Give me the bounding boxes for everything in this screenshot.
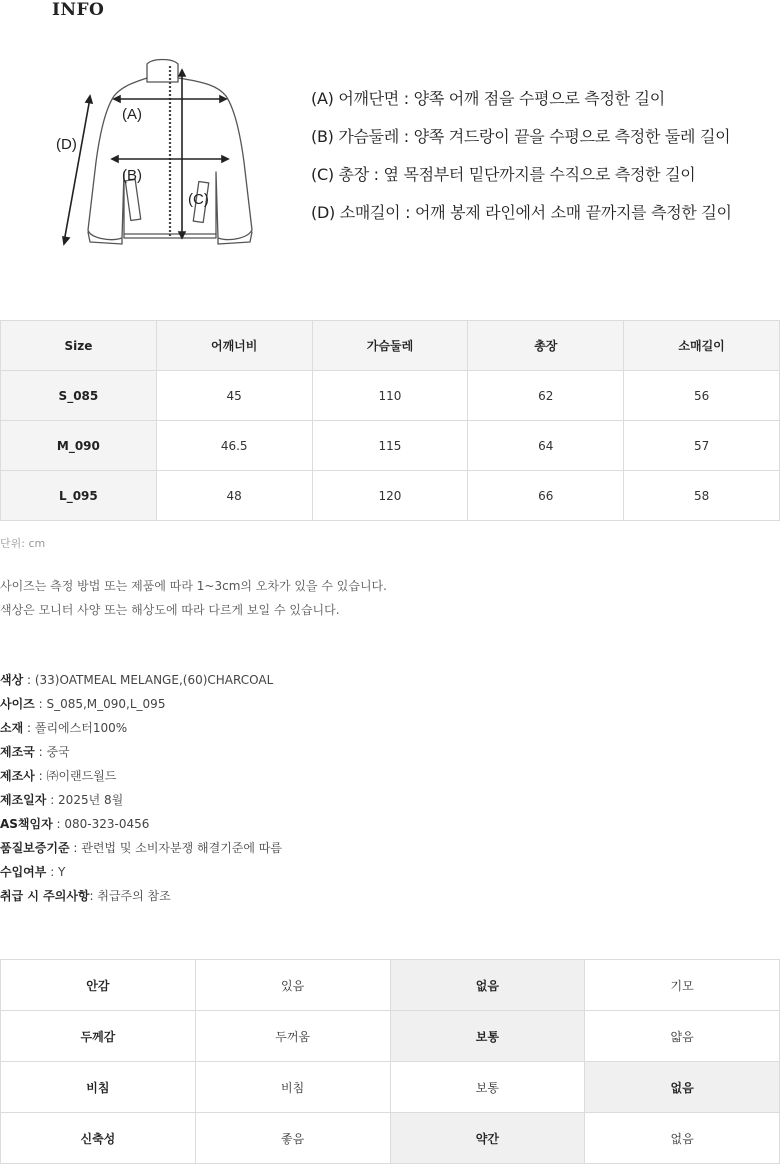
spec-row-date (0, 788, 282, 812)
size-cell: 62 (468, 371, 624, 421)
spec-value: 중국 (46, 745, 70, 759)
size-cell: 58 (624, 471, 780, 521)
size-cell: 64 (468, 421, 624, 471)
spec-value: ㈜이랜드월드 (46, 769, 117, 783)
spec-value: 080-323-0456 (64, 817, 150, 831)
spec-sep: : (34, 769, 47, 783)
arrow-d-head-bottom (63, 237, 69, 244)
spec-row-size (0, 692, 282, 716)
spec-sep: : (89, 889, 98, 903)
arrow-a-head-right (220, 96, 226, 102)
fabric-option-selected: 보통 (390, 1011, 585, 1062)
spec-label: 제조국 (0, 745, 35, 759)
size-header-cell: 총장 (468, 321, 624, 371)
size-header-cell: 어깨너비 (156, 321, 312, 371)
fabric-option: 있음 (195, 960, 390, 1011)
size-table-row (1, 421, 780, 471)
size-cell: S_085 (1, 371, 157, 421)
spec-sep: : (46, 865, 59, 879)
spec-label: 수입여부 (0, 865, 47, 879)
spec-row-manufacturer (0, 764, 282, 788)
size-cell: 57 (624, 421, 780, 471)
spec-row-as (0, 812, 282, 836)
size-table-row (1, 471, 780, 521)
product-specs (0, 668, 282, 908)
label-b: (B) (122, 167, 142, 184)
label-d: (D) (56, 136, 77, 153)
fabric-option-selected: 없음 (585, 1062, 780, 1113)
spec-sep: : (52, 817, 65, 831)
jacket-cuff-right (218, 232, 252, 244)
fabric-row (1, 1113, 780, 1164)
fabric-option: 보통 (390, 1062, 585, 1113)
fabric-property-table (0, 959, 780, 1164)
size-cell: M_090 (1, 421, 157, 471)
size-cell: L_095 (1, 471, 157, 521)
arrow-a-head-left (114, 96, 120, 102)
fabric-option: 얇음 (585, 1011, 780, 1062)
label-a: (A) (122, 106, 142, 123)
size-cell: 45 (156, 371, 312, 421)
unit-note: 단위: cm (0, 537, 46, 550)
spec-row-material (0, 716, 282, 740)
label-c: (C) (188, 191, 209, 208)
spec-row-color (0, 668, 282, 692)
size-table-header (1, 321, 780, 371)
fabric-row (1, 1062, 780, 1113)
jacket-cuff-left (88, 232, 122, 244)
legend-d: (D) 소매길이 : 어깨 봉제 라인에서 소매 끝까지를 측정한 길이 (311, 203, 732, 222)
spec-sep: : (34, 697, 47, 711)
size-notes (0, 574, 387, 622)
size-table-row (1, 371, 780, 421)
spec-sep: : (23, 721, 35, 735)
spec-value: (33)OATMEAL MELANGE,(60)CHARCOAL (34, 673, 274, 687)
fabric-option-selected: 약간 (390, 1113, 585, 1164)
arrow-d (64, 98, 90, 242)
size-cell: 120 (312, 471, 468, 521)
fabric-option-selected: 없음 (390, 960, 585, 1011)
spec-row-quality (0, 836, 282, 860)
jacket-collar (147, 60, 178, 83)
size-table (0, 320, 780, 521)
size-cell: 46.5 (156, 421, 312, 471)
legend-b: (B) 가슴둘레 : 양쪽 겨드랑이 끝을 수평으로 측정한 둘레 길이 (311, 127, 731, 146)
spec-label: 색상 (0, 673, 24, 687)
fabric-option: 좋음 (195, 1113, 390, 1164)
legend-a: (A) 어깨단면 : 양쪽 어깨 점을 수평으로 측정한 길이 (311, 89, 665, 108)
info-title: INFO (52, 0, 105, 20)
spec-label: 취급 시 주의사항 (0, 889, 90, 903)
spec-value: 폴리에스터100% (34, 721, 128, 735)
spec-row-import (0, 860, 282, 884)
spec-label: 소재 (0, 721, 24, 735)
spec-sep: : (69, 841, 82, 855)
size-cell: 56 (624, 371, 780, 421)
size-header-cell: 가슴둘레 (312, 321, 468, 371)
spec-value: S_085,M_090,L_095 (46, 697, 166, 711)
fabric-option: 기모 (585, 960, 780, 1011)
spec-label: 제조일자 (0, 793, 47, 807)
jacket-pocket-left (125, 179, 140, 220)
spec-label: 사이즈 (0, 697, 35, 711)
spec-sep: : (46, 793, 59, 807)
arrow-c-head-bottom (179, 232, 185, 238)
note-line: 색상은 모니터 사양 또는 해상도에 따라 다르게 보일 수 있습니다. (0, 603, 340, 617)
measurement-legend (311, 86, 732, 238)
spec-value: 2025년 8월 (58, 793, 124, 807)
arrow-b-head-right (222, 156, 228, 162)
arrow-d-head-top (86, 96, 92, 103)
size-cell: 110 (312, 371, 468, 421)
fabric-row (1, 1011, 780, 1062)
spec-label: 제조사 (0, 769, 35, 783)
fabric-label: 비침 (1, 1062, 196, 1113)
spec-sep: : (23, 673, 35, 687)
size-cell: 66 (468, 471, 624, 521)
fabric-label: 안감 (1, 960, 196, 1011)
fabric-option: 두꺼움 (195, 1011, 390, 1062)
legend-c: (C) 총장 : 옆 목점부터 밑단까지를 수직으로 측정한 길이 (311, 165, 696, 184)
size-header-cell: 소매길이 (624, 321, 780, 371)
fabric-label: 두께감 (1, 1011, 196, 1062)
spec-sep: : (34, 745, 47, 759)
size-cell: 48 (156, 471, 312, 521)
fabric-label: 신축성 (1, 1113, 196, 1164)
spec-value: 취급주의 참조 (97, 889, 171, 903)
size-cell: 115 (312, 421, 468, 471)
spec-value: Y (58, 865, 66, 879)
fabric-option: 비침 (195, 1062, 390, 1113)
fabric-option: 없음 (585, 1113, 780, 1164)
spec-label: 품질보증기준 (0, 841, 70, 855)
spec-row-country (0, 740, 282, 764)
note-line: 사이즈는 측정 방법 또는 제품에 따라 1~3cm의 오차가 있을 수 있습니다. (0, 579, 387, 593)
arrow-b-head-left (112, 156, 118, 162)
arrow-c-head-top (179, 70, 185, 76)
spec-row-care (0, 884, 282, 908)
spec-label: AS책임자 (0, 817, 53, 831)
spec-value: 관련법 및 소비자분쟁 해결기준에 따름 (81, 841, 282, 855)
jacket-measurement-diagram (50, 52, 270, 252)
size-header-cell: Size (1, 321, 157, 371)
fabric-row (1, 960, 780, 1011)
